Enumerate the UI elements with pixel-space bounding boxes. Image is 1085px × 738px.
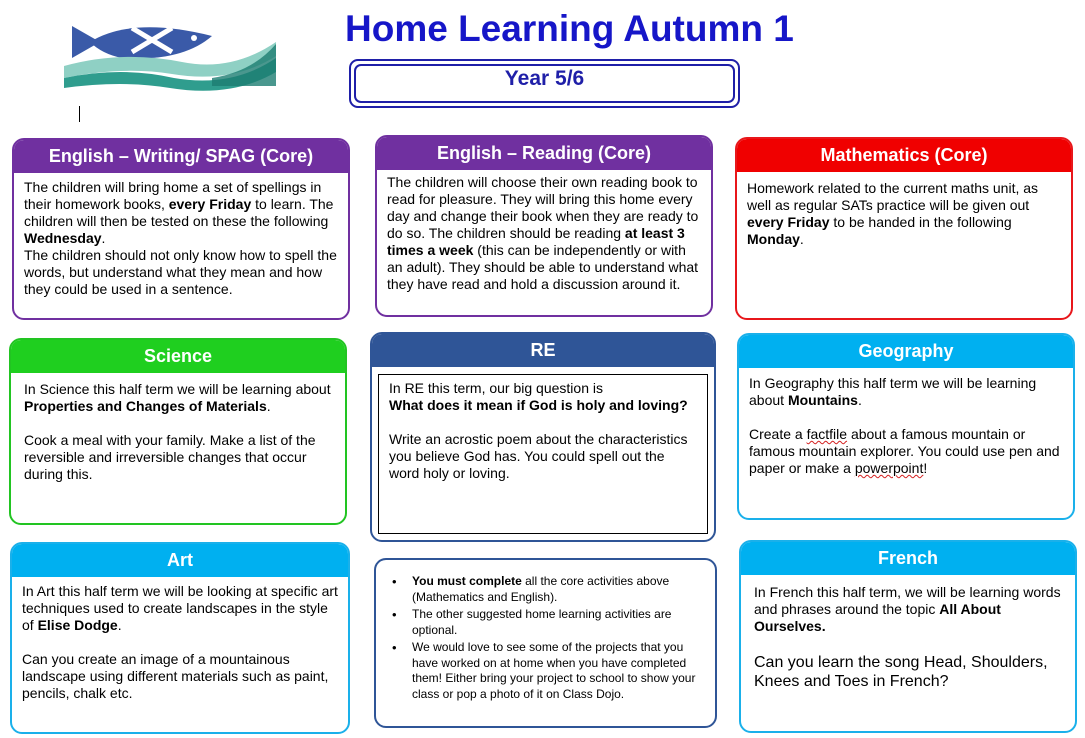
paragraph: The children should not only know how to spell the words, but understand what they mean and how they could be used in a sentence.	[24, 247, 337, 297]
french-heading: French	[741, 542, 1075, 575]
text: all the core activities above (Mathematics and English).	[412, 574, 670, 604]
text: .	[799, 231, 804, 247]
geography-body	[739, 368, 1073, 477]
geography-heading: Geography	[739, 335, 1073, 368]
re-heading: RE	[372, 334, 714, 367]
paragraph: Can you create an image of a mountainous landscape using different materials such as paint, pencils, chalk etc.	[22, 651, 329, 701]
text: (this can be independently or with an adult). They should be able to understand what they have read and hold a discussion around it.	[387, 242, 699, 292]
french-body	[741, 575, 1075, 691]
text: In Geography this half term we will be learning about	[749, 375, 1037, 408]
text: to learn. The children will then be tested on these the following	[24, 196, 334, 229]
french-panel	[739, 540, 1077, 733]
text-cursor	[79, 106, 80, 122]
page-title: Home Learning Autumn 1	[345, 8, 794, 49]
emphasis: Properties and Changes of Materials	[24, 398, 267, 414]
art-panel	[10, 542, 350, 734]
text: !	[923, 460, 928, 476]
list-item	[390, 574, 705, 605]
spellcheck-word: factfile	[806, 426, 848, 442]
science-panel	[9, 338, 347, 525]
text: In Art this half term we will be looking at specific art techniques used to create landscapes in the style of	[22, 583, 338, 633]
mathematics-heading: Mathematics (Core)	[737, 139, 1071, 172]
paragraph: Cook a meal with your family. Make a list of the reversible and irreversible changes that occur during this.	[24, 432, 316, 482]
paragraph: In RE this term, our big question is	[389, 380, 603, 396]
geography-panel	[737, 333, 1075, 520]
spellcheck-word: powerpoint	[854, 460, 924, 476]
science-body	[11, 373, 345, 483]
emphasis: every Friday	[168, 196, 252, 212]
text: Homework related to the current maths unit, as well as regular SATs practice will be given out	[747, 180, 1039, 213]
emphasis: Monday	[747, 231, 800, 247]
mathematics-panel	[735, 137, 1073, 320]
text: The children will choose their own reading book to read for pleasure. They will bring this home every day and change their book when they are ready to do so. The children should be reading	[387, 174, 699, 241]
re-body	[378, 374, 708, 534]
text: The children will bring home a set of spellings in their homework books,	[24, 179, 322, 212]
emphasis: You must complete	[412, 574, 522, 588]
english-writing-body	[14, 173, 348, 298]
paragraph: Can you learn the song Head, Shoulders, Knees and Toes in French?	[754, 654, 1048, 690]
science-heading: Science	[11, 340, 345, 373]
big-question: What does it mean if God is holy and loving?	[389, 397, 688, 413]
emphasis: Mountains	[787, 392, 858, 408]
text: about a famous mountain or famous mountain explorer. You could use pen and paper or make a	[749, 426, 1060, 476]
english-reading-body	[377, 170, 711, 293]
emphasis: Wednesday	[24, 230, 102, 246]
text: We would love to see some of the projects that you have worked on at home when you have completed them! Either bring your project to school to show your class or pop a photo of it on Class Dojo.	[412, 640, 696, 701]
re-panel	[370, 332, 716, 542]
year-label: Year 5/6	[354, 64, 735, 103]
paragraph: Write an acrostic poem about the characteristics you believe God has. You could spell out the word holy or loving.	[389, 431, 688, 481]
text: .	[101, 230, 106, 246]
text: Create a	[749, 426, 807, 442]
art-heading: Art	[12, 544, 348, 577]
fish-over-waves-icon	[64, 26, 276, 91]
text: In French this half term, we will be learning words and phrases around the topic	[754, 584, 1061, 617]
mathematics-body	[737, 172, 1071, 248]
notes-panel	[374, 558, 717, 728]
text: .	[857, 392, 862, 408]
text: .	[266, 398, 271, 414]
english-reading-panel	[375, 135, 713, 317]
english-writing-heading: English – Writing/ SPAG (Core)	[14, 140, 348, 173]
notes-list	[376, 560, 715, 702]
text: .	[117, 617, 122, 633]
english-reading-heading: English – Reading (Core)	[377, 137, 711, 170]
emphasis: All About Ourselves.	[754, 601, 1001, 634]
list-item	[390, 607, 705, 638]
list-item	[390, 640, 705, 702]
emphasis: every Friday	[747, 214, 830, 230]
text: to be handed in the following	[829, 214, 1012, 230]
school-logo	[62, 22, 278, 92]
text: In Science this half term we will be learning about	[24, 381, 331, 397]
year-banner	[349, 59, 740, 108]
emphasis: Elise Dodge	[37, 617, 118, 633]
art-body	[12, 577, 348, 702]
english-writing-panel	[12, 138, 350, 320]
emphasis: at least 3 times a week	[387, 225, 685, 258]
text: The other suggested home learning activities are optional.	[412, 607, 672, 637]
